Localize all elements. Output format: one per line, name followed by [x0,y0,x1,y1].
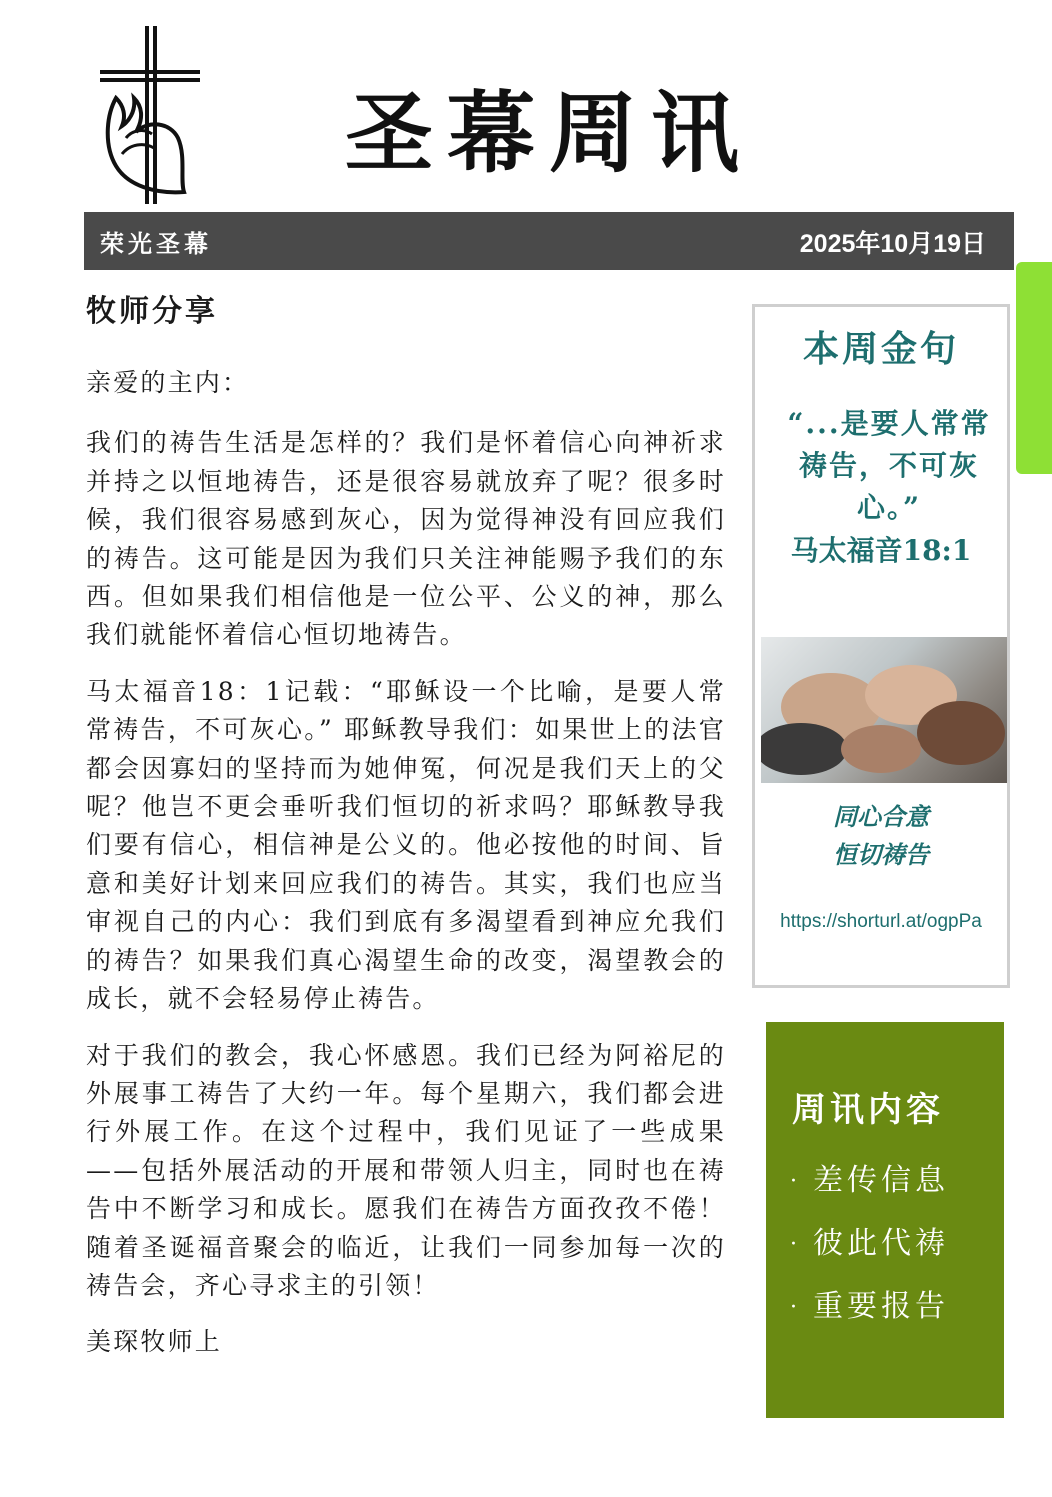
greeting: 亲爱的主内： [86,368,250,397]
section-title: 牧师分享 [86,294,218,329]
verse-reference: 马太福音18:1 [790,534,972,567]
caption-line-2: 恒切祷告 [833,842,929,869]
contents-list [790,1150,949,1339]
caption-line-1: 同心合意 [833,804,929,831]
photo-caption [755,799,1007,875]
contents-title: 周讯内容 [792,1090,944,1130]
contents-item[interactable]: · 彼此代祷 [790,1226,949,1261]
bullet-icon: · [790,1169,801,1194]
signature: 美琛牧师上 [86,1327,223,1357]
issue-date: 2025年10月19日 [799,230,986,258]
praying-hands-photo [761,637,1007,783]
paragraph-1: 我们的祷告生活是怎样的？我们是怀着信心向神祈求并持之以恒地祷告，还是很容易就放弃了呢？很多时候，我们很容易感到灰心，因为觉得神没有回应我们的祷告。这可能是因为我们只关注神能赐予我们的东西。但如果我们相信他是一位公平、公义的神，那么我们就能怀着信心恒切地祷告。 [86,428,726,650]
header-banner [84,212,1014,270]
verse-title: 本周金句 [802,328,959,370]
church-logo-icon [96,26,206,204]
paragraph-2: 马太福音18：1记载：“耶稣设一个比喻，是要人常常祷告，不可灰心。” 耶稣教导我们：如果世上的法官都会因寡妇的坚持而为她伸冤，何况是我们天上的父呢？他岂不更会垂听我们恒切的祈求吗？耶稣教导我们要有信心，相信神是公义的。他必按他的时间、旨意和美好计划来回应我们的祷告。其实，我们也应当审视自己的内心：我们到底有多渴望看到神应允我们的祷告？如果我们真心渴望生命的改变，渴望教会的成长，就不会轻易停止祷告。 [86,676,726,1014]
pastor-sharing-section [86,290,726,1380]
newsletter-contents-box [766,1022,1004,1418]
paragraph-3: 对于我们的教会，我心怀感恩。我们已经为阿裕尼的外展事工祷告了大约一年。每个星期六，我们都会进行外展工作。在这个过程中，我们见证了一些成果——包括外展活动的开展和带领人归主，同时也在祷告中不断学习和成长。愿我们在祷告方面孜孜不倦！随着圣诞福音聚会的临近，让我们一同参加每一次的祷告会，齐心寻求主的引领！ [86,1040,726,1300]
weekly-verse-box [752,304,1010,988]
side-tab[interactable] [1016,262,1052,474]
verse-text: “...是要人常常祷告，不可灰心。” [787,407,991,524]
contents-item[interactable]: · 差传信息 [790,1163,949,1198]
contents-item[interactable]: · 重要报告 [790,1289,949,1324]
bullet-icon: · [790,1232,801,1257]
bullet-icon: · [790,1295,801,1320]
newsletter-title: 圣幕周讯 [345,81,754,185]
church-name: 荣光圣幕 [100,229,212,258]
verse-url-link[interactable]: https://shorturl.at/ogpPa [780,911,982,932]
